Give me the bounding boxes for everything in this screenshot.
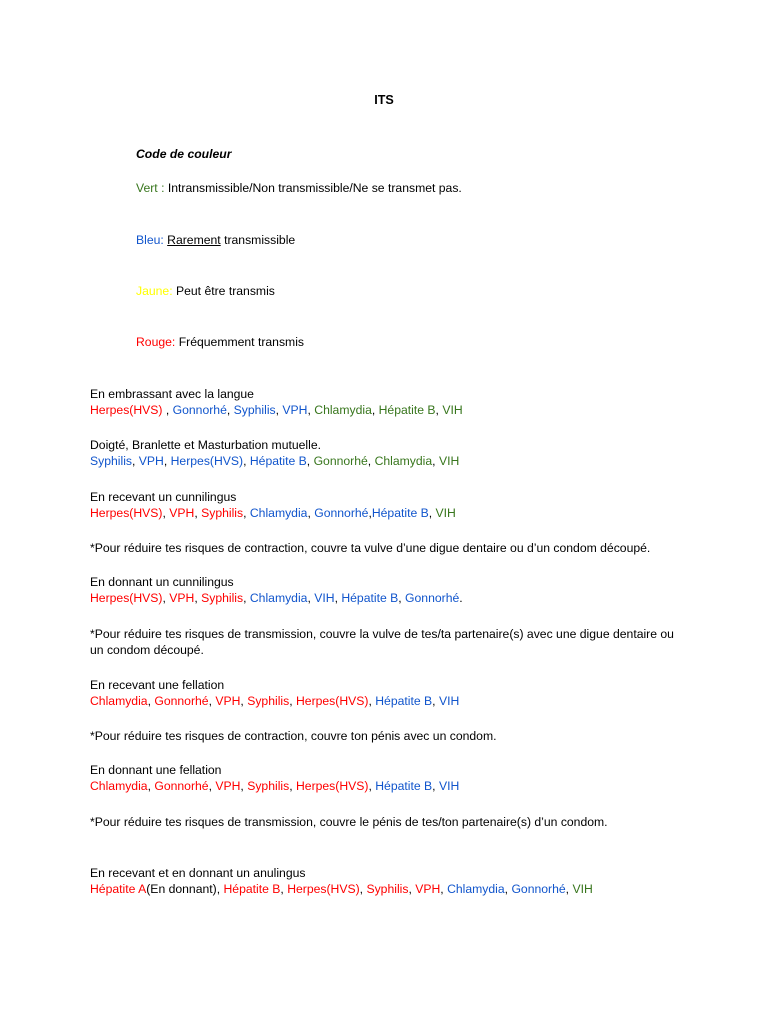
separator: , [240,779,248,793]
sti-name: VIH [438,454,460,468]
legend-desc: Intransmissible/Non transmissible/Ne se transmet pas. [167,181,462,195]
section-heading: En donnant un cunnilingus [90,575,234,589]
sti-name: Chlamydia [90,779,148,793]
sti-name: Syphilis [90,454,132,468]
sti-list [90,590,730,606]
legend-row-green [136,181,462,195]
section-giving-cunnilingus [90,574,730,606]
sti-name: VIH [438,779,460,793]
separator: (En donnant), [146,882,224,896]
sti-name: Hépatite B [375,779,433,793]
separator: , [289,779,296,793]
legend-desc: Fréquemment transmis [178,335,304,349]
sti-name: Syphilis [233,403,276,417]
separator: , [163,454,171,468]
separator: , [367,454,375,468]
sti-name: Herpes(HVS) [295,694,369,708]
sti-name: Hépatite B [223,882,281,896]
sti-name: Syphilis [247,779,290,793]
sti-name: Chlamydia [249,591,308,605]
separator: , [307,506,315,520]
sti-name: VPH [169,506,195,520]
sti-list [90,453,730,469]
sti-name: VPH [215,694,241,708]
document-title: ITS [374,93,394,107]
separator: , [208,779,216,793]
separator: , [307,591,315,605]
sti-name: Herpes(HVS) [90,506,163,520]
prevention-note: *Pour réduire tes risques de transmission, couvre la vulve de tes/ta partenaire(s) avec une digue dentaire ou un condom découpé. [90,627,674,657]
section-heading: En donnant une fellation [90,763,222,777]
sti-name: VIH [572,882,593,896]
separator: , [432,694,439,708]
sti-name: Syphilis [201,506,244,520]
legend-key: Jaune: [136,284,173,298]
separator: , [194,591,202,605]
sti-name: Hépatite B [341,591,399,605]
sti-list [90,505,730,521]
separator: , [368,779,376,793]
separator: , [240,694,248,708]
separator: , [162,591,170,605]
separator: , [147,694,155,708]
separator: , [147,779,155,793]
section-heading: En recevant un cunnilingus [90,490,237,504]
separator: , [132,454,139,468]
sti-name: Hépatite B [371,506,429,520]
sti-name: Gonnorhé [314,506,369,520]
section-heading: En embrassant avec la langue [90,387,254,401]
separator: , [368,506,372,520]
separator: , [243,591,250,605]
sti-name: Herpes(HVS) [90,403,163,417]
sti-name: Herpes(HVS) [170,454,244,468]
separator: , [371,403,379,417]
section-receiving-cunnilingus [90,489,730,521]
sti-list [90,778,730,794]
separator: , [428,506,436,520]
sti-name: Syphilis [366,882,409,896]
legend-row-red [136,335,304,349]
section-giving-fellatio [90,762,730,794]
sti-name: Hépatite A [90,882,147,896]
sti-name: Hépatite B [375,694,433,708]
separator: , [162,506,170,520]
sti-name: Gonnorhé [313,454,368,468]
sti-name: Gonnorhé [172,403,227,417]
sti-name: Herpes(HVS) [287,882,360,896]
sti-name: Hépatite B [249,454,307,468]
sti-name: Chlamydia [374,454,433,468]
section-heading: En recevant et en donnant un anulingus [90,866,306,880]
legend-desc: Peut être transmis [175,284,275,298]
sti-name: Chlamydia [90,694,148,708]
separator: , [440,882,448,896]
sti-list [90,693,730,709]
sti-name: Chlamydia [314,403,372,417]
sti-name: Herpes(HVS) [90,591,163,605]
sti-name: VPH [415,882,441,896]
separator: . [459,591,463,605]
separator: , [162,403,173,417]
sti-name: Herpes(HVS) [295,779,369,793]
sti-name: Gonnorhé [405,591,460,605]
separator: , [435,403,443,417]
separator: , [289,694,296,708]
legend-desc-underlined: Rarement [167,233,221,247]
legend-row-blue [136,233,295,247]
separator: , [334,591,342,605]
separator: , [359,882,367,896]
sti-name: Syphilis [201,591,244,605]
legend-key: Vert : [136,181,165,195]
separator: , [275,403,283,417]
separator: , [306,454,314,468]
sti-name: VPH [138,454,164,468]
separator: , [368,694,376,708]
section-kissing [90,386,730,418]
sti-name: Gonnorhé [511,882,566,896]
legend-desc: transmissible [220,233,296,247]
sti-name: Gonnorhé [154,694,209,708]
prevention-note: *Pour réduire tes risques de transmission, couvre le pénis de tes/ton partenaire(s) d’un condom. [90,815,608,829]
legend-heading: Code de couleur [136,147,232,161]
separator: , [243,454,250,468]
sti-name: VIH [438,694,460,708]
separator: , [307,403,315,417]
legend-key: Bleu: [136,233,164,247]
separator: , [280,882,288,896]
sti-name: Syphilis [247,694,290,708]
separator: , [243,506,250,520]
sti-name: Chlamydia [447,882,505,896]
sti-name: VPH [169,591,195,605]
section-receiving-fellatio [90,677,730,709]
separator: , [565,882,573,896]
separator: , [208,694,216,708]
sti-name: VIH [435,506,456,520]
sti-list [90,881,730,897]
sti-name: Hépatite B [378,403,436,417]
separator: , [398,591,406,605]
sti-name: VPH [282,403,308,417]
sti-name: VPH [215,779,241,793]
legend-key: Rouge: [136,335,176,349]
separator: , [432,454,439,468]
separator: , [226,403,234,417]
separator: , [504,882,512,896]
section-fingering [90,437,730,469]
sti-name: VIH [442,403,463,417]
prevention-note: *Pour réduire tes risques de contraction, couvre ta vulve d’une digue dentaire ou d’un condom découpé. [90,541,651,555]
separator: , [408,882,416,896]
legend-row-yellow [136,284,275,298]
prevention-note: *Pour réduire tes risques de contraction, couvre ton pénis avec un condom. [90,729,497,743]
sti-name: Gonnorhé [154,779,209,793]
sti-name: Chlamydia [249,506,308,520]
section-heading: Doigté, Branlette et Masturbation mutuelle. [90,438,322,452]
separator: , [194,506,202,520]
section-heading: En recevant une fellation [90,678,225,692]
sti-name: VIH [314,591,335,605]
sti-list [90,402,730,418]
separator: , [432,779,439,793]
section-anilingus [90,865,730,897]
